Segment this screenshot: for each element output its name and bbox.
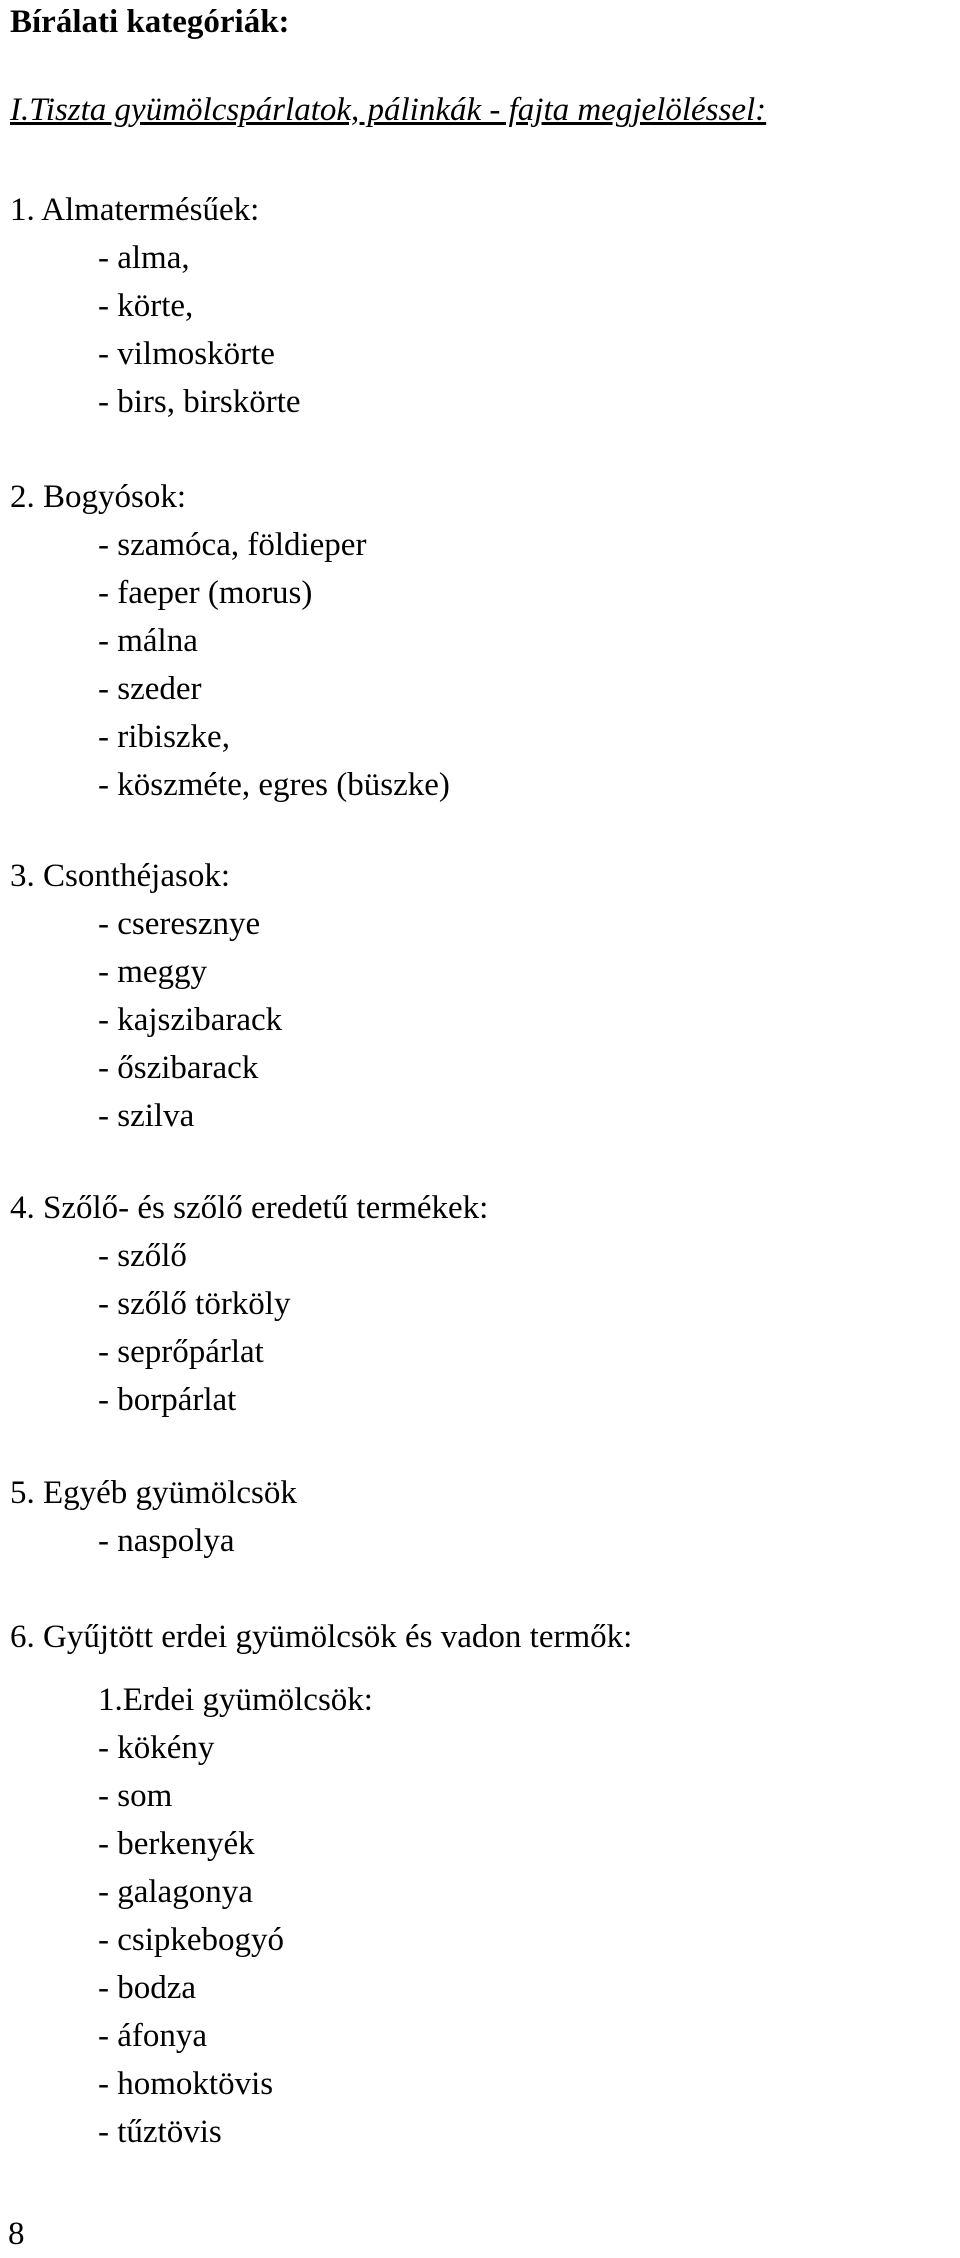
list-item: - naspolya (98, 1523, 235, 1559)
list-item: - faeper (morus) (98, 575, 313, 611)
list-item: - szőlő (98, 1238, 187, 1274)
list-item: - körte, (98, 288, 194, 324)
category-title: 5. Egyéb gyümölcsök (10, 1475, 297, 1511)
list-item: - berkenyék (98, 1826, 255, 1862)
category-title: 6. Gyűjtött erdei gyümölcsök és vadon termők: (10, 1619, 633, 1655)
list-item: - borpárlat (98, 1382, 237, 1418)
category-almatermesuek (10, 186, 301, 426)
category-title: 1. Almatermésűek: (10, 192, 260, 228)
item-list (10, 1232, 488, 1424)
list-item: - bodza (98, 1970, 197, 2006)
list-item: - meggy (98, 954, 208, 990)
category-title: 2. Bogyósok: (10, 479, 187, 515)
subcategory-title: 1.Erdei gyümölcsök: (98, 1682, 373, 1718)
category-bogyosok (10, 473, 450, 809)
list-item: - birs, birskörte (98, 384, 301, 420)
list-item: - tűztövis (98, 2114, 222, 2150)
category-csonthejasok (10, 852, 282, 1140)
item-list (10, 900, 282, 1140)
list-item: - szilva (98, 1098, 195, 1134)
list-item: - alma, (98, 240, 190, 276)
list-item: - vilmoskörte (98, 336, 275, 372)
list-item: - som (98, 1778, 173, 1814)
list-item: - őszibarack (98, 1050, 259, 1086)
category-szolo (10, 1184, 488, 1424)
item-list (10, 521, 450, 809)
list-item: - seprőpárlat (98, 1334, 264, 1370)
category-title: 4. Szőlő- és szőlő eredetű termékek: (10, 1190, 489, 1226)
item-list (10, 1724, 632, 2156)
list-item: - szeder (98, 671, 202, 707)
section-heading: I.Tiszta gyümölcspárlatok, pálinkák - fajta megjelöléssel: (10, 92, 767, 128)
list-item: - kajszibarack (98, 1002, 283, 1038)
list-item: - szamóca, földieper (98, 527, 367, 563)
page-number: 8 (8, 2216, 25, 2252)
list-item: - málna (98, 623, 198, 659)
category-title: 3. Csonthéjasok: (10, 858, 230, 894)
list-item: - cseresznye (98, 906, 261, 942)
list-item: - szőlő törköly (98, 1286, 291, 1322)
list-item: - galagonya (98, 1874, 253, 1910)
list-item: - csipkebogyó (98, 1922, 285, 1958)
list-item: - ribiszke, (98, 719, 230, 755)
list-item: - homoktövis (98, 2066, 274, 2102)
document-title: Bírálati kategóriák: (10, 4, 290, 40)
list-item: - köszméte, egres (büszke) (98, 767, 450, 803)
list-item: - áfonya (98, 2018, 208, 2054)
item-list (10, 1517, 297, 1565)
item-list (10, 234, 301, 426)
category-gyujtott (10, 1613, 632, 2156)
list-item: - kökény (98, 1730, 215, 1766)
category-egyeb (10, 1469, 297, 1565)
